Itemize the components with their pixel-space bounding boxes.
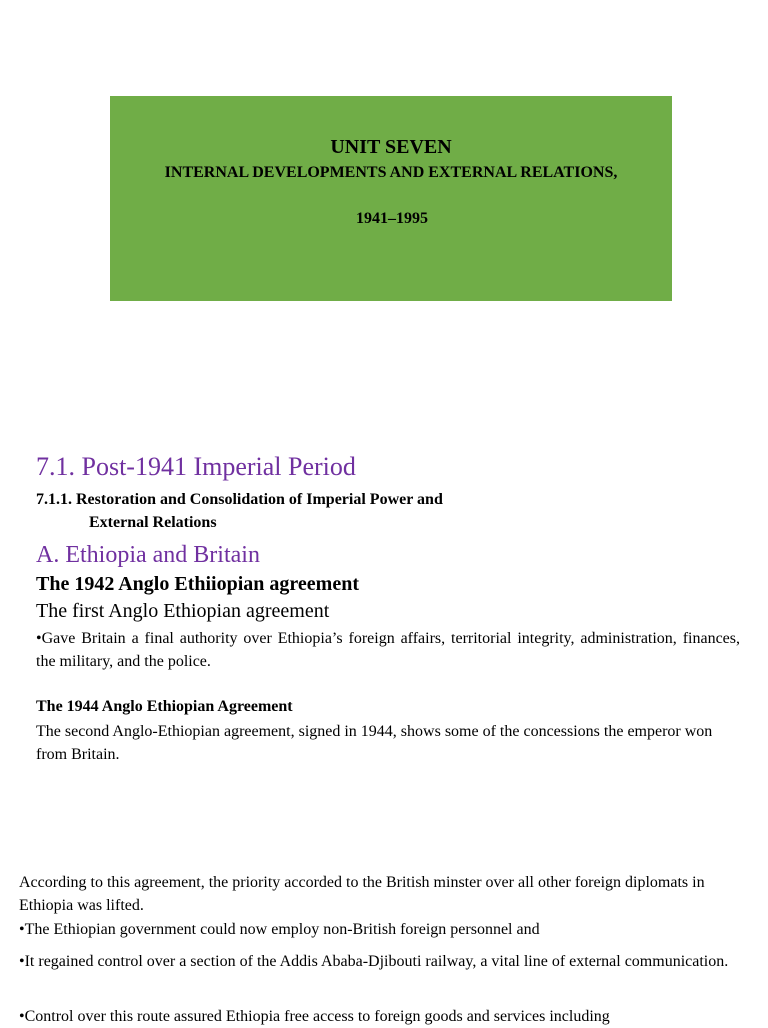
subsection-heading xyxy=(36,488,556,534)
unit-subtitle: INTERNAL DEVELOPMENTS AND EXTERNAL RELATIONS, xyxy=(164,164,618,181)
first-agreement-label: The first Anglo Ethiopian agreement xyxy=(36,600,330,622)
unit-years: 1941–1995 xyxy=(356,210,428,227)
lower-bullet-railway: •It regained control over a section of the Addis Ababa-Djibouti railway, a vital line of external communication. xyxy=(19,953,729,970)
subsection-heading-line2: External Relations xyxy=(89,514,217,531)
unit-title-box xyxy=(110,96,672,301)
agreement-1942-title: The 1942 Anglo Ethiiopian agreement xyxy=(36,573,359,595)
section-heading: 7.1. Post-1941 Imperial Period xyxy=(36,452,356,481)
agreement-1944-title: The 1944 Anglo Ethiopian Agreement xyxy=(36,698,293,715)
agreement-1942-bullet: •Gave Britain a final authority over Ethiopia’s foreign affairs, territorial integrity, administration, finances, the military, and the police. xyxy=(36,630,740,670)
subsection-heading-line1: 7.1.1. Restoration and Consolidation of Imperial Power and xyxy=(36,491,443,508)
lower-paragraph-priority: According to this agreement, the priority accorded to the British minster over all other foreign diplomats in Ethiopia was lifted. xyxy=(19,874,705,914)
part-a-heading: A. Ethiopia and Britain xyxy=(36,542,260,568)
lower-bullet-personnel: •The Ethiopian government could now employ non-British foreign personnel and xyxy=(19,921,540,938)
lower-bullet-route: •Control over this route assured Ethiopia free access to foreign goods and services including xyxy=(19,1008,610,1025)
unit-title: UNIT SEVEN xyxy=(330,136,452,158)
agreement-1944-paragraph: The second Anglo-Ethiopian agreement, signed in 1944, shows some of the concessions the emperor won from Britain. xyxy=(36,723,713,763)
